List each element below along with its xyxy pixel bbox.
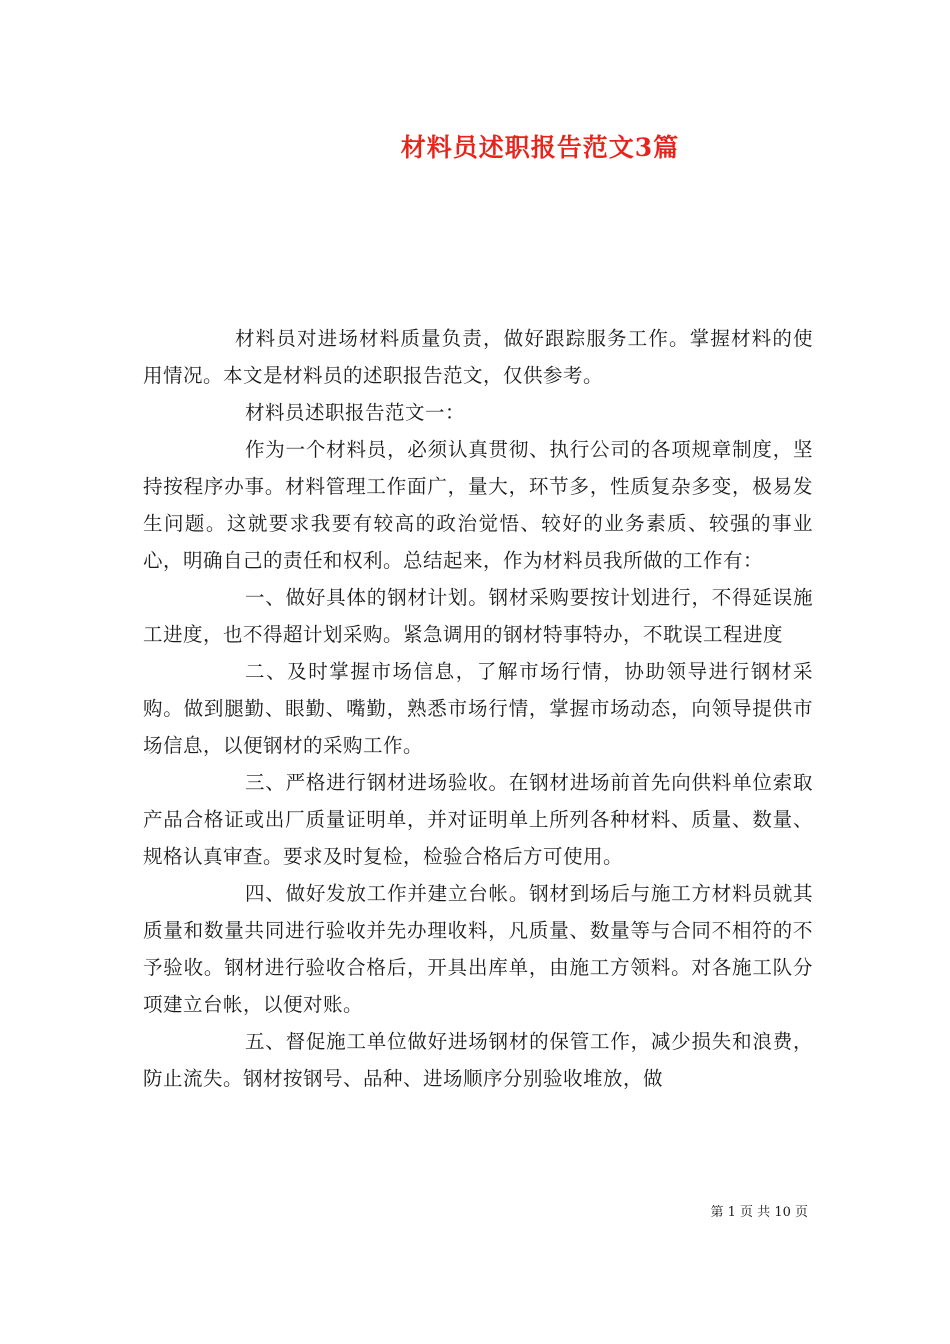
body-paragraph: 四、做好发放工作并建立台帐。钢材到场后与施工方材料员就其质量和数量共同进行验收并先办理收料，凡质量、数量等与合同不相符的不予验收。钢材进行验收合格后，开具出库单，由施工方领料。对各施工队分项建立台帐，以便对账。 <box>143 882 813 1016</box>
body-paragraph: 一、做好具体的钢材计划。钢材采购要按计划进行，不得延误施工进度，也不得超计划采购。紧急调用的钢材特事特办，不耽误工程进度 <box>143 586 813 646</box>
body-paragraph: 五、督促施工单位做好进场钢材的保管工作，减少损失和浪费，防止流失。钢材按钢号、品种、进场顺序分别验收堆放，做 <box>143 1030 813 1090</box>
body-paragraph: 二、及时掌握市场信息，了解市场行情，协助领导进行钢材采购。做到腿勤、眼勤、嘴勤，熟悉市场行情，掌握市场动态，向领导提供市场信息，以便钢材的采购工作。 <box>143 660 813 757</box>
intro-paragraph: 材料员对进场材料质量负责，做好跟踪服务工作。掌握材料的使用情况。本文是材料员的述职报告范文，仅供参考。 <box>143 327 813 387</box>
section-heading: 材料员述职报告范文一： <box>245 401 466 424</box>
page-number-footer: 第 1 页 共 10 页 <box>710 1205 808 1220</box>
document-title: 材料员述职报告范文3篇 <box>400 133 680 162</box>
body-paragraph: 作为一个材料员，必须认真贯彻、执行公司的各项规章制度，坚持按程序办事。材料管理工作面广，量大，环节多，性质复杂多变，极易发生问题。这就要求我要有较高的政治觉悟、较好的业务素质、较强的事业心，明确自己的责任和权利。总结起来，作为材料员我所做的工作有： <box>143 438 813 572</box>
body-paragraph: 三、严格进行钢材进场验收。在钢材进场前首先向供料单位索取产品合格证或出厂质量证明单，并对证明单上所列各种材料、质量、数量、规格认真审查。要求及时复检，检验合格后方可使用。 <box>143 771 813 868</box>
document-body <box>143 320 813 1097</box>
